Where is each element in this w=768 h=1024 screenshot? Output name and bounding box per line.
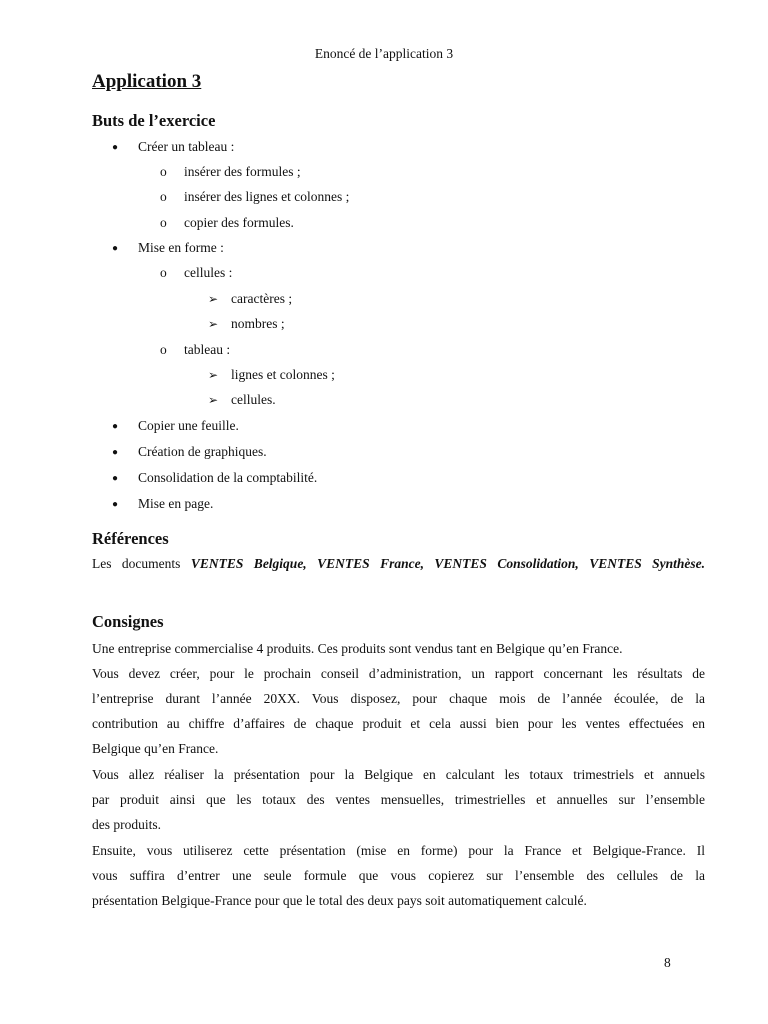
bullet-icon: ● (112, 243, 119, 254)
paragraph-line: Ensuite, vous utiliserez cette présentation (mise en forme) pour la France et Belgique-France. Il (92, 843, 705, 858)
list-item: ● Mise en page. (112, 495, 213, 514)
bullet-icon: ● (112, 142, 119, 153)
goals-heading: Buts de l’exercice (92, 111, 216, 130)
list-item: ● Créer un tableau : (112, 138, 234, 157)
list-item: ● Consolidation de la comptabilité. (112, 469, 317, 488)
list-item: o tableau : (160, 342, 231, 357)
paragraph-line: Vous allez réaliser la présentation pour la Belgique en calculant les totaux trimestriels et annuels (92, 767, 705, 782)
bullet-icon: ● (112, 499, 119, 510)
circle-bullet-icon: o (160, 164, 167, 179)
list-item: ● Mise en forme : (112, 239, 224, 258)
paragraph-line: des produits. (92, 817, 161, 832)
paragraph-line: l’entreprise durant l’année 20XX. Vous disposez, pour chaque mois de l’année écoulée, de la (92, 691, 705, 706)
reference-document: VENTES Consolidation, (434, 556, 579, 571)
arrow-bullet-icon: ➢ (208, 317, 219, 331)
paragraph-line: présentation Belgique-France pour que le total des deux pays soit automatiquement calculé. (92, 893, 587, 908)
reference-document: VENTES Synthèse. (589, 556, 706, 571)
list-item: ➢ lignes et colonnes ; (208, 367, 335, 382)
circle-bullet-icon: o (160, 265, 167, 280)
list-item: ➢ nombres ; (208, 316, 285, 331)
paragraph-line: vous suffira d’entrer une seule formule que vous copierez sur l’ensemble des cellules de la (92, 868, 705, 883)
list-item: o insérer des lignes et colonnes ; (160, 189, 350, 204)
circle-bullet-icon: o (160, 189, 167, 204)
reference-document: VENTES France, (317, 556, 424, 571)
bullet-icon: ● (112, 447, 119, 458)
paragraph-line: contribution au chiffre d’affaires de chaque produit et cela aussi bien pour les ventes effectuées en (92, 716, 705, 731)
reference-document: VENTES Belgique, (190, 556, 307, 571)
list-item: ➢ caractères ; (208, 291, 293, 306)
circle-bullet-icon: o (160, 342, 167, 357)
instructions-heading: Consignes (92, 612, 164, 631)
bullet-icon: ● (112, 421, 119, 432)
circle-bullet-icon: o (160, 215, 167, 230)
arrow-bullet-icon: ➢ (208, 393, 219, 407)
list-item: o insérer des formules ; (160, 164, 301, 179)
bullet-icon: ● (112, 473, 119, 484)
list-item: o cellules : (160, 265, 233, 280)
page-number: 8 (664, 955, 671, 970)
paragraph-line: Vous devez créer, pour le prochain conseil d’administration, un rapport concernant les résultats de (92, 666, 705, 681)
references-heading: Références (92, 529, 169, 548)
paragraph-line: Belgique qu’en France. (92, 741, 219, 756)
page-header: Enoncé de l’application 3 (314, 46, 454, 61)
list-item: ● Copier une feuille. (112, 417, 239, 436)
document-title: Application 3 (92, 71, 202, 92)
arrow-bullet-icon: ➢ (208, 368, 219, 382)
list-item: ➢ cellules. (208, 392, 276, 407)
paragraph-line: Une entreprise commercialise 4 produits. Ces produits sont vendus tant en Belgique qu’en France. (92, 641, 623, 656)
list-item: o copier des formules. (160, 215, 294, 230)
paragraph-line: par produit ainsi que les totaux des ventes mensuelles, trimestrielles et annuelles sur l’ensemble (92, 792, 705, 807)
list-item: ● Création de graphiques. (112, 443, 267, 462)
references-intro: Les documents (92, 556, 181, 571)
arrow-bullet-icon: ➢ (208, 292, 219, 306)
